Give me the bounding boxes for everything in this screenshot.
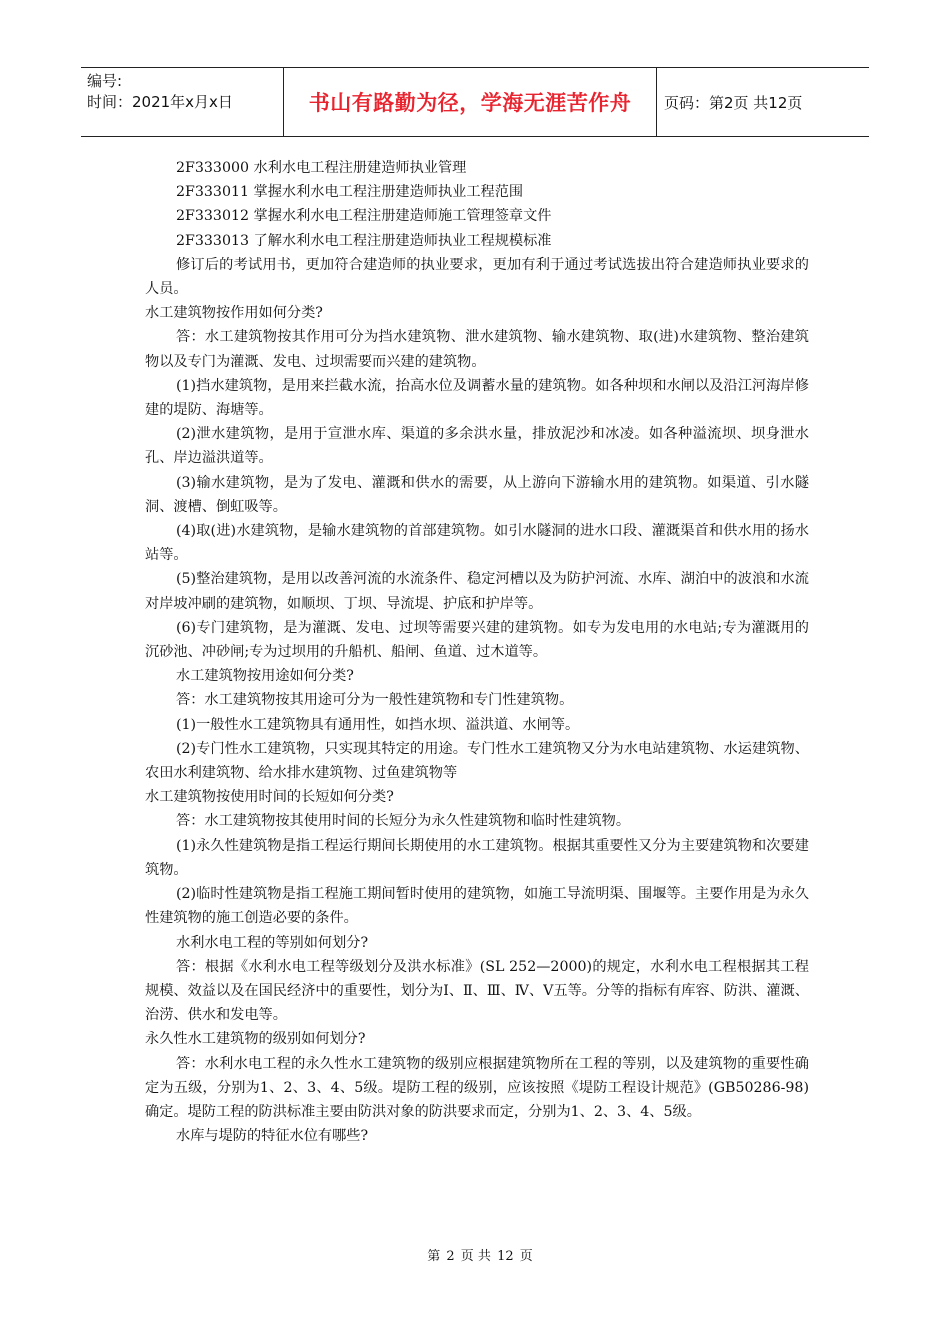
body-paragraph: 2F333011 掌握水利水电工程注册建造师执业工程范围 xyxy=(176,184,524,201)
body-paragraph: 水库与堤防的特征水位有哪些? xyxy=(176,1128,369,1145)
body-paragraph: 答：水利水电工程的永久性水工建筑物的级别应根据建筑物所在工程的等别，以及建筑物的重要性确定为五级，分别为1、2、3、4、5级。堤防工程的级别，应该按照《堤防工程设计规范》(GB50286-98)确定。堤防工程的防洪标准主要由防洪对象的防洪要求而定，分别为1、2、3、4、5级。 xyxy=(145,1055,809,1120)
body-paragraph: (2)泄水建筑物，是用于宣泄水库、渠道的多余洪水量，排放泥沙和冰凌。如各种溢流坝、坝身泄水孔、岸边溢洪道等。 xyxy=(145,426,809,467)
header-page-info: 页码：第2页 共12页 xyxy=(664,93,803,112)
page-footer xyxy=(0,1245,950,1264)
footer-suffix: 页 xyxy=(519,1249,533,1264)
body-paragraph: 2F333000 水利水电工程注册建造师执业管理 xyxy=(176,160,467,176)
body-paragraph: (4)取(进)水建筑物，是输水建筑物的首部建筑物。如引水隧洞的进水口段、灌溉渠首和供水用的扬水站等。 xyxy=(145,523,809,564)
body-paragraph: (1)挡水建筑物，是用来拦截水流，抬高水位及调蓄水量的建筑物。如各种坝和水闸以及沿江河海岸修建的堤防、海塘等。 xyxy=(145,377,809,419)
body-paragraph: 答：水工建筑物按其用途可分为一般性建筑物和专门性建筑物。 xyxy=(176,692,574,709)
body-paragraph: 答：水工建筑物按其使用时间的长短分为永久性建筑物和临时性建筑物。 xyxy=(176,813,631,830)
body-paragraph: 永久性水工建筑物的级别如何划分? xyxy=(145,1031,366,1048)
header-meta xyxy=(81,68,284,136)
body-paragraph: (2)临时性建筑物是指工程施工期间暂时使用的建筑物，如施工导流明渠、围堰等。主要作用是为永久性建筑物的施工创造必要的条件。 xyxy=(145,886,809,927)
body-paragraph: (5)整治建筑物，是用以改善河流的水流条件、稳定河槽以及为防护河流、水库、湖泊中的波浪和水流对岸坡冲刷的建筑物，如顺坝、丁坝、导流堤、护底和护岸等。 xyxy=(145,571,809,612)
body-paragraph: (1)一般性水工建筑物具有通用性，如挡水坝、溢洪道、水闸等。 xyxy=(176,716,580,733)
body-paragraph: 水利水电工程的等别如何划分? xyxy=(176,934,369,951)
footer-prefix: 第 xyxy=(427,1249,441,1264)
body-paragraph: 水工建筑物按使用时间的长短如何分类? xyxy=(145,789,394,806)
body-paragraph: 2F333012 掌握水利水电工程注册建造师施工管理签章文件 xyxy=(176,208,552,225)
body-paragraph: (3)输水建筑物，是为了发电、灌溉和供水的需要，从上游向下游输水用的建筑物。如渠道、引水隧洞、渡槽、倒虹吸等。 xyxy=(145,474,809,515)
body-paragraph: (1)永久性建筑物是指工程运行期间长期使用的水工建筑物。根据其重要性又分为主要建筑物和次要建筑物。 xyxy=(145,837,809,878)
document-number-label: 编号: xyxy=(87,72,123,90)
body-paragraph: 水工建筑物按作用如何分类? xyxy=(145,305,323,322)
body-paragraph: 答：水工建筑物按其作用可分为挡水建筑物、泄水建筑物、输水建筑物、取(进)水建筑物、整治建筑物以及专门为灌溉、发电、过坝需要而兴建的建筑物。 xyxy=(145,329,809,370)
body-paragraph: 水工建筑物按用途如何分类? xyxy=(176,668,354,685)
footer-current-page: 2 xyxy=(446,1249,455,1264)
body-paragraph: 2F333013 了解水利水电工程注册建造师执业工程规模标准 xyxy=(176,232,552,249)
body-paragraph: (6)专门建筑物，是为灌溉、发电、过坝等需要兴建的建筑物。如专为发电用的水电站;专为灌溉用的沉砂池、冲砂闸;专为过坝用的升船机、船闸、鱼道、过木道等。 xyxy=(145,619,809,661)
body-paragraph: 答：根据《水利水电工程等级划分及洪水标准》(SL 252—2000)的规定，水利水电工程根据其工程规模、效益以及在国民经济中的重要性，划分为Ⅰ、Ⅱ、Ⅲ、Ⅳ、Ⅴ五等。分等的指标有库容、防洪、灌溉、治涝、供水和发电等。 xyxy=(145,958,809,1024)
footer-total-pages: 12 xyxy=(497,1249,514,1264)
footer-middle: 页 共 xyxy=(460,1249,491,1264)
body-paragraph: 修订后的考试用书，更加符合建造师的执业要求，更加有利于通过考试选拔出符合建造师执业要求的人员。 xyxy=(145,256,809,298)
document-date: 时间：2021年x月x日 xyxy=(87,93,233,111)
page-header xyxy=(81,67,869,137)
document-body xyxy=(145,156,809,1148)
body-paragraph: (2)专门性水工建筑物，只实现其特定的用途。专门性水工建筑物又分为水电站建筑物、水运建筑物、农田水利建筑物、给水排水建筑物、过鱼建筑物等 xyxy=(145,740,809,782)
header-motto: 书山有路勤为径，学海无涯苦作舟 xyxy=(284,68,657,136)
